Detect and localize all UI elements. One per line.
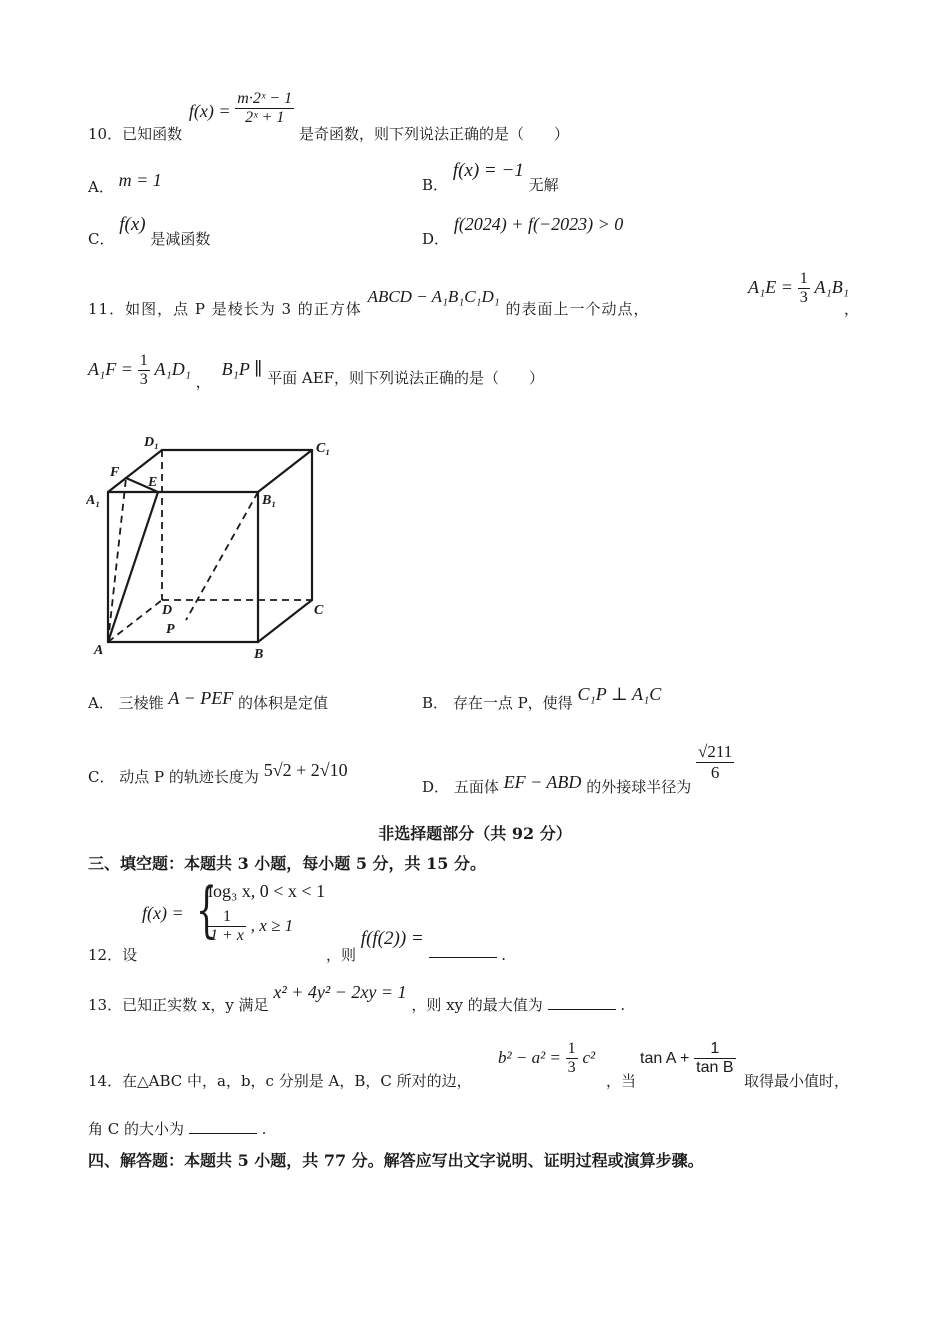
q13-answer-blank[interactable] <box>548 995 616 1010</box>
edge-b-c <box>258 600 312 642</box>
q10-opt-c-math: f(x) <box>119 214 146 235</box>
edge-b1-c1 <box>258 450 312 492</box>
part-title: 非选择题部分（共 92 分） <box>378 824 572 843</box>
q14-end: . <box>261 1120 267 1138</box>
q10-opt-d-math: f(2024) + f(−2023) > 0 <box>453 214 624 234</box>
label-b1: B₁ <box>262 493 277 508</box>
q14-cond-num: 1 <box>566 1040 578 1059</box>
q11-stem-prefix: 11．如图，点 P 是棱长为 3 的正方体 <box>88 300 362 318</box>
q11-opt-c-math: 5√2 + 2√10 <box>263 760 348 780</box>
q11-cond1 <box>748 270 849 308</box>
q11-comma2: ， <box>195 372 211 391</box>
q12-prefix: 12．设 <box>88 946 138 964</box>
q14-expr-den: tan B <box>696 1059 734 1077</box>
q14-prefix: 14．在△ABC 中，a，b，c 分别是 A，B，C 所对的边， <box>88 1072 472 1090</box>
q12-case2-num: 1 <box>208 908 246 927</box>
q11-opt-b-math: C₁P ⊥ A₁C <box>577 684 662 704</box>
q11-opt-a-text1: 三棱锥 <box>118 694 164 712</box>
q10-func-den: 2ˣ + 1 <box>245 109 285 127</box>
q14-mid: ，当 <box>606 1072 637 1090</box>
label-d: D <box>162 603 173 618</box>
q11-opt-d-text2: 的外接球半径为 <box>586 778 692 797</box>
q12-case2-den: 1 + x <box>210 927 244 945</box>
label-e: E <box>148 475 158 490</box>
label-p: P <box>166 622 175 637</box>
q14-cond-lhs: b² − a² = <box>498 1047 561 1067</box>
label-d1: D₁ <box>144 435 159 450</box>
q10-stem-suffix: 是奇函数，则下列说法正确的是（ ） <box>298 124 569 143</box>
q10-func-lhs: f(x) = <box>188 100 231 121</box>
q14-expr-fraction <box>694 1040 735 1078</box>
q10-stem-prefix: 10．已知函数 <box>88 124 183 143</box>
q14-line2 <box>88 1118 266 1139</box>
q11-opt-a-math: A − PEF <box>168 688 234 708</box>
q14-line2-text: 角 C 的大小为 <box>88 1120 185 1138</box>
q10-option-a <box>88 170 162 196</box>
q11-option-b <box>422 684 662 713</box>
q10-opt-b-text: 无解 <box>528 176 559 194</box>
q14-cond-den: 3 <box>567 1059 576 1077</box>
q11-cond1-num: 1 <box>798 270 810 289</box>
q11-opt-a-label: A． <box>88 694 114 712</box>
q12-case2-cond: , x ≥ 1 <box>250 915 294 935</box>
label-a1: A₁ <box>86 493 101 508</box>
q14-condition <box>498 1040 595 1078</box>
q11-cond2-den: 3 <box>139 371 148 389</box>
q14-answer-blank[interactable] <box>189 1119 257 1134</box>
q10-stem <box>88 84 569 143</box>
q11-option-a <box>88 688 329 713</box>
q12-case2 <box>208 908 293 946</box>
q10-func-fraction <box>235 90 294 128</box>
q11-cond1-den: 3 <box>799 289 808 307</box>
q11-stem-line2 <box>88 352 544 390</box>
q11-stem-line1 <box>88 286 650 318</box>
q12-mid: ，则 <box>326 946 357 964</box>
q13-line <box>88 982 626 1014</box>
q10-opt-c-text: 是减函数 <box>150 230 211 248</box>
q14-expression <box>640 1040 736 1078</box>
q10-opt-a-math: m = 1 <box>118 170 162 190</box>
q10-option-b <box>422 160 559 194</box>
label-c: C <box>314 603 324 618</box>
answer-section-title: 四、解答题：本题共 5 小题，共 77 分。解答应写出文字说明、证明过程或演算步骤。 <box>88 1151 704 1170</box>
q12-end: . <box>501 946 507 964</box>
q11-opt-b-text: 存在一点 P，使得 <box>452 694 573 712</box>
fill-section-title: 三、填空题：本题共 3 小题，每小题 5 分，共 15 分。 <box>88 854 486 873</box>
q11-stem-mid: 的表面上一个动点， <box>505 300 650 318</box>
q12-brace: { <box>196 875 218 945</box>
q13-suffix: ，则 xy 的最大值为 <box>411 996 543 1014</box>
q13-end: . <box>620 996 626 1014</box>
q14-cond-rhs: c² <box>582 1047 596 1067</box>
label-f: F <box>110 465 120 480</box>
q10-option-d <box>422 214 624 248</box>
q14-cond-fraction <box>566 1040 578 1078</box>
q13-prefix: 13．已知正实数 x，y 满足 <box>88 996 269 1014</box>
q11-opt-c-label: C． <box>88 768 115 786</box>
q11-comma1: ， <box>844 300 860 318</box>
q11-cond1-rhs: A₁B₁ <box>814 276 849 297</box>
q11-opt-d-den: 6 <box>710 762 720 782</box>
q12-tail <box>326 928 507 964</box>
q12-case2-fraction <box>208 908 246 946</box>
q11-cond3-math: B₁P ∥ <box>221 358 263 379</box>
q10-opt-d-label: D． <box>422 230 450 248</box>
label-c1: C₁ <box>316 441 331 456</box>
q14-expr-lhs: tan A + <box>640 1049 690 1067</box>
q11-cond3-text: 平面 AEF，则下列说法正确的是（ ） <box>267 368 545 387</box>
q10-opt-c-label: C． <box>88 230 115 248</box>
q11-cond2-lhs: A₁F = <box>88 358 133 379</box>
q12-func-lhs: f(x) = <box>142 903 184 923</box>
q11-cond2-rhs: A₁D₁ <box>154 358 191 379</box>
q11-opt-d-num: √211 <box>698 742 733 761</box>
q14-expr-num: 1 <box>694 1040 735 1059</box>
q10-option-c <box>88 214 211 248</box>
q11-opt-a-text2: 的体积是定值 <box>238 694 329 712</box>
q11-opt-d-fraction <box>696 742 734 782</box>
q10-opt-b-math: f(x) = −1 <box>452 160 524 181</box>
cube-figure <box>86 428 346 668</box>
q11-option-c <box>88 760 348 787</box>
q12-case1: log₃ x, 0 < x < 1 <box>208 881 326 901</box>
q11-opt-d-label: D． <box>422 778 450 797</box>
q11-opt-b-label: B． <box>422 694 449 712</box>
q11-option-d <box>422 742 734 797</box>
q12-expr: f(f(2)) = <box>360 928 424 949</box>
q11-opt-c-text: 动点 P 的轨迹长度为 <box>119 768 259 786</box>
q11-cond2-fraction <box>138 352 150 390</box>
q11-opt-d-text1: 五面体 <box>453 778 499 797</box>
q11-cond1-fraction <box>798 270 810 308</box>
q10-opt-b-label: B． <box>422 176 449 194</box>
q12-answer-blank[interactable] <box>429 943 497 958</box>
label-b: B <box>254 647 264 662</box>
q11-opt-d-math: EF − ABD <box>503 772 582 793</box>
q10-opt-a-label: A． <box>88 178 114 196</box>
q11-cond1-lhs: A₁E = <box>748 276 793 297</box>
q14-suffix: 取得最小值时， <box>744 1072 850 1090</box>
q10-func-num: m·2ˣ − 1 <box>235 90 294 109</box>
label-a: A <box>94 643 104 658</box>
q11-cube-name: ABCD − A₁B₁C₁D₁ <box>367 287 500 306</box>
q13-math: x² + 4y² − 2xy = 1 <box>273 982 407 1002</box>
q11-cond2-num: 1 <box>138 352 150 371</box>
